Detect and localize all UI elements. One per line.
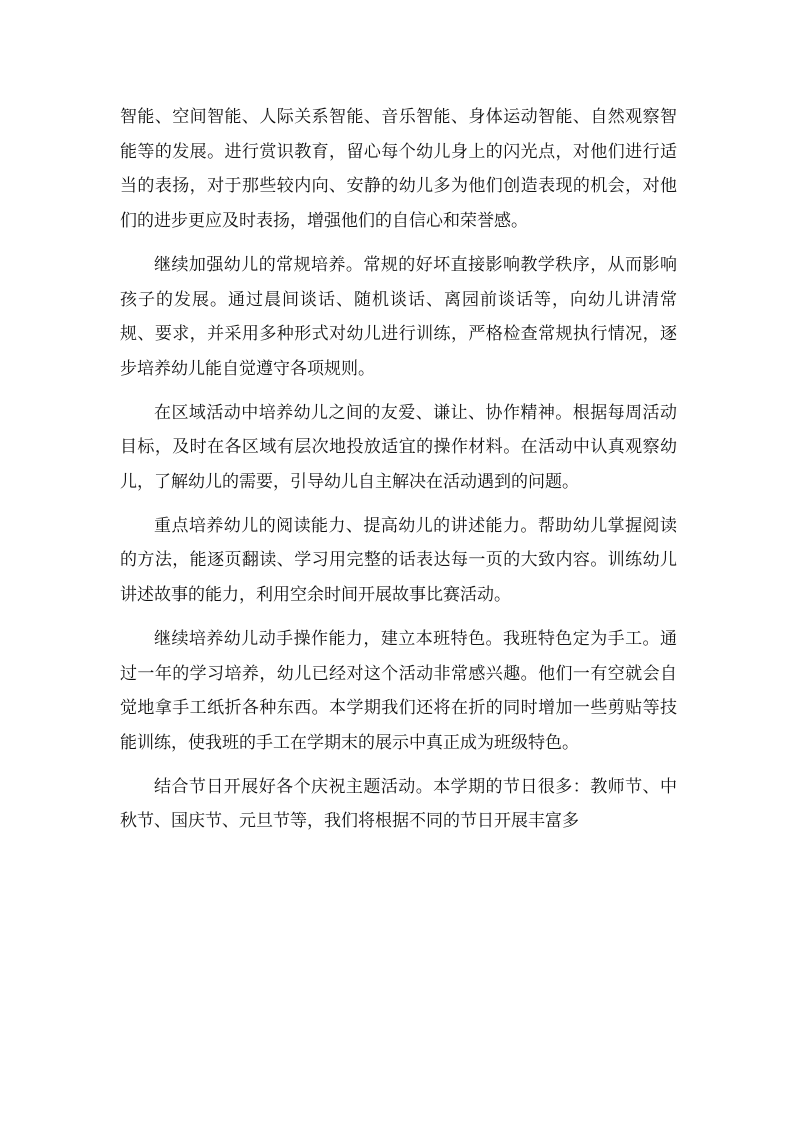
- paragraph-5: 继续培养幼儿动手操作能力，建立本班特色。我班特色定为手工。通过一年的学习培养，幼儿已经对这个活动非常感兴趣。他们一有空就会自觉地拿手工纸折各种东西。本学期我们还将在折的同时增加一些剪贴等技能训练，使我班的手工在学期末的展示中真正成为班级特色。: [120, 628, 677, 753]
- paragraph-1: 智能、空间智能、人际关系智能、音乐智能、身体运动智能、自然观察智能等的发展。进行赏识教育，留心每个幼儿身上的闪光点，对他们进行适当的表扬，对于那些较内向、安静的幼儿多为他们创造表现的机会，对他们的进步更应及时表扬，增强他们的自信心和荣誉感。: [120, 107, 677, 232]
- paragraph-3: 在区域活动中培养幼儿之间的友爱、谦让、协作精神。根据每周活动目标，及时在各区域有层次地投放适宜的操作材料。在活动中认真观察幼儿，了解幼儿的需要，引导幼儿自主解决在活动遇到的问题。: [120, 402, 677, 493]
- document-body: [120, 100, 677, 848]
- paragraph-2: 继续加强幼儿的常规培养。常规的好坏直接影响教学秩序，从而影响孩子的发展。通过晨间谈话、随机谈话、离园前谈话等，向幼儿讲清常规、要求，并采用多种形式对幼儿进行训练，严格检查常规执行情况，逐步培养幼儿能自觉遵守各项规则。: [120, 254, 677, 379]
- paragraph-6: 结合节日开展好各个庆祝主题活动。本学期的节日很多：教师节、中秋节、国庆节、元旦节等，我们将根据不同的节日开展丰富多: [120, 776, 677, 832]
- paragraph-4: 重点培养幼儿的阅读能力、提高幼儿的讲述能力。帮助幼儿掌握阅读的方法，能逐页翻读、学习用完整的话表达每一页的大致内容。训练幼儿讲述故事的能力，利用空余时间开展故事比赛活动。: [120, 515, 677, 606]
